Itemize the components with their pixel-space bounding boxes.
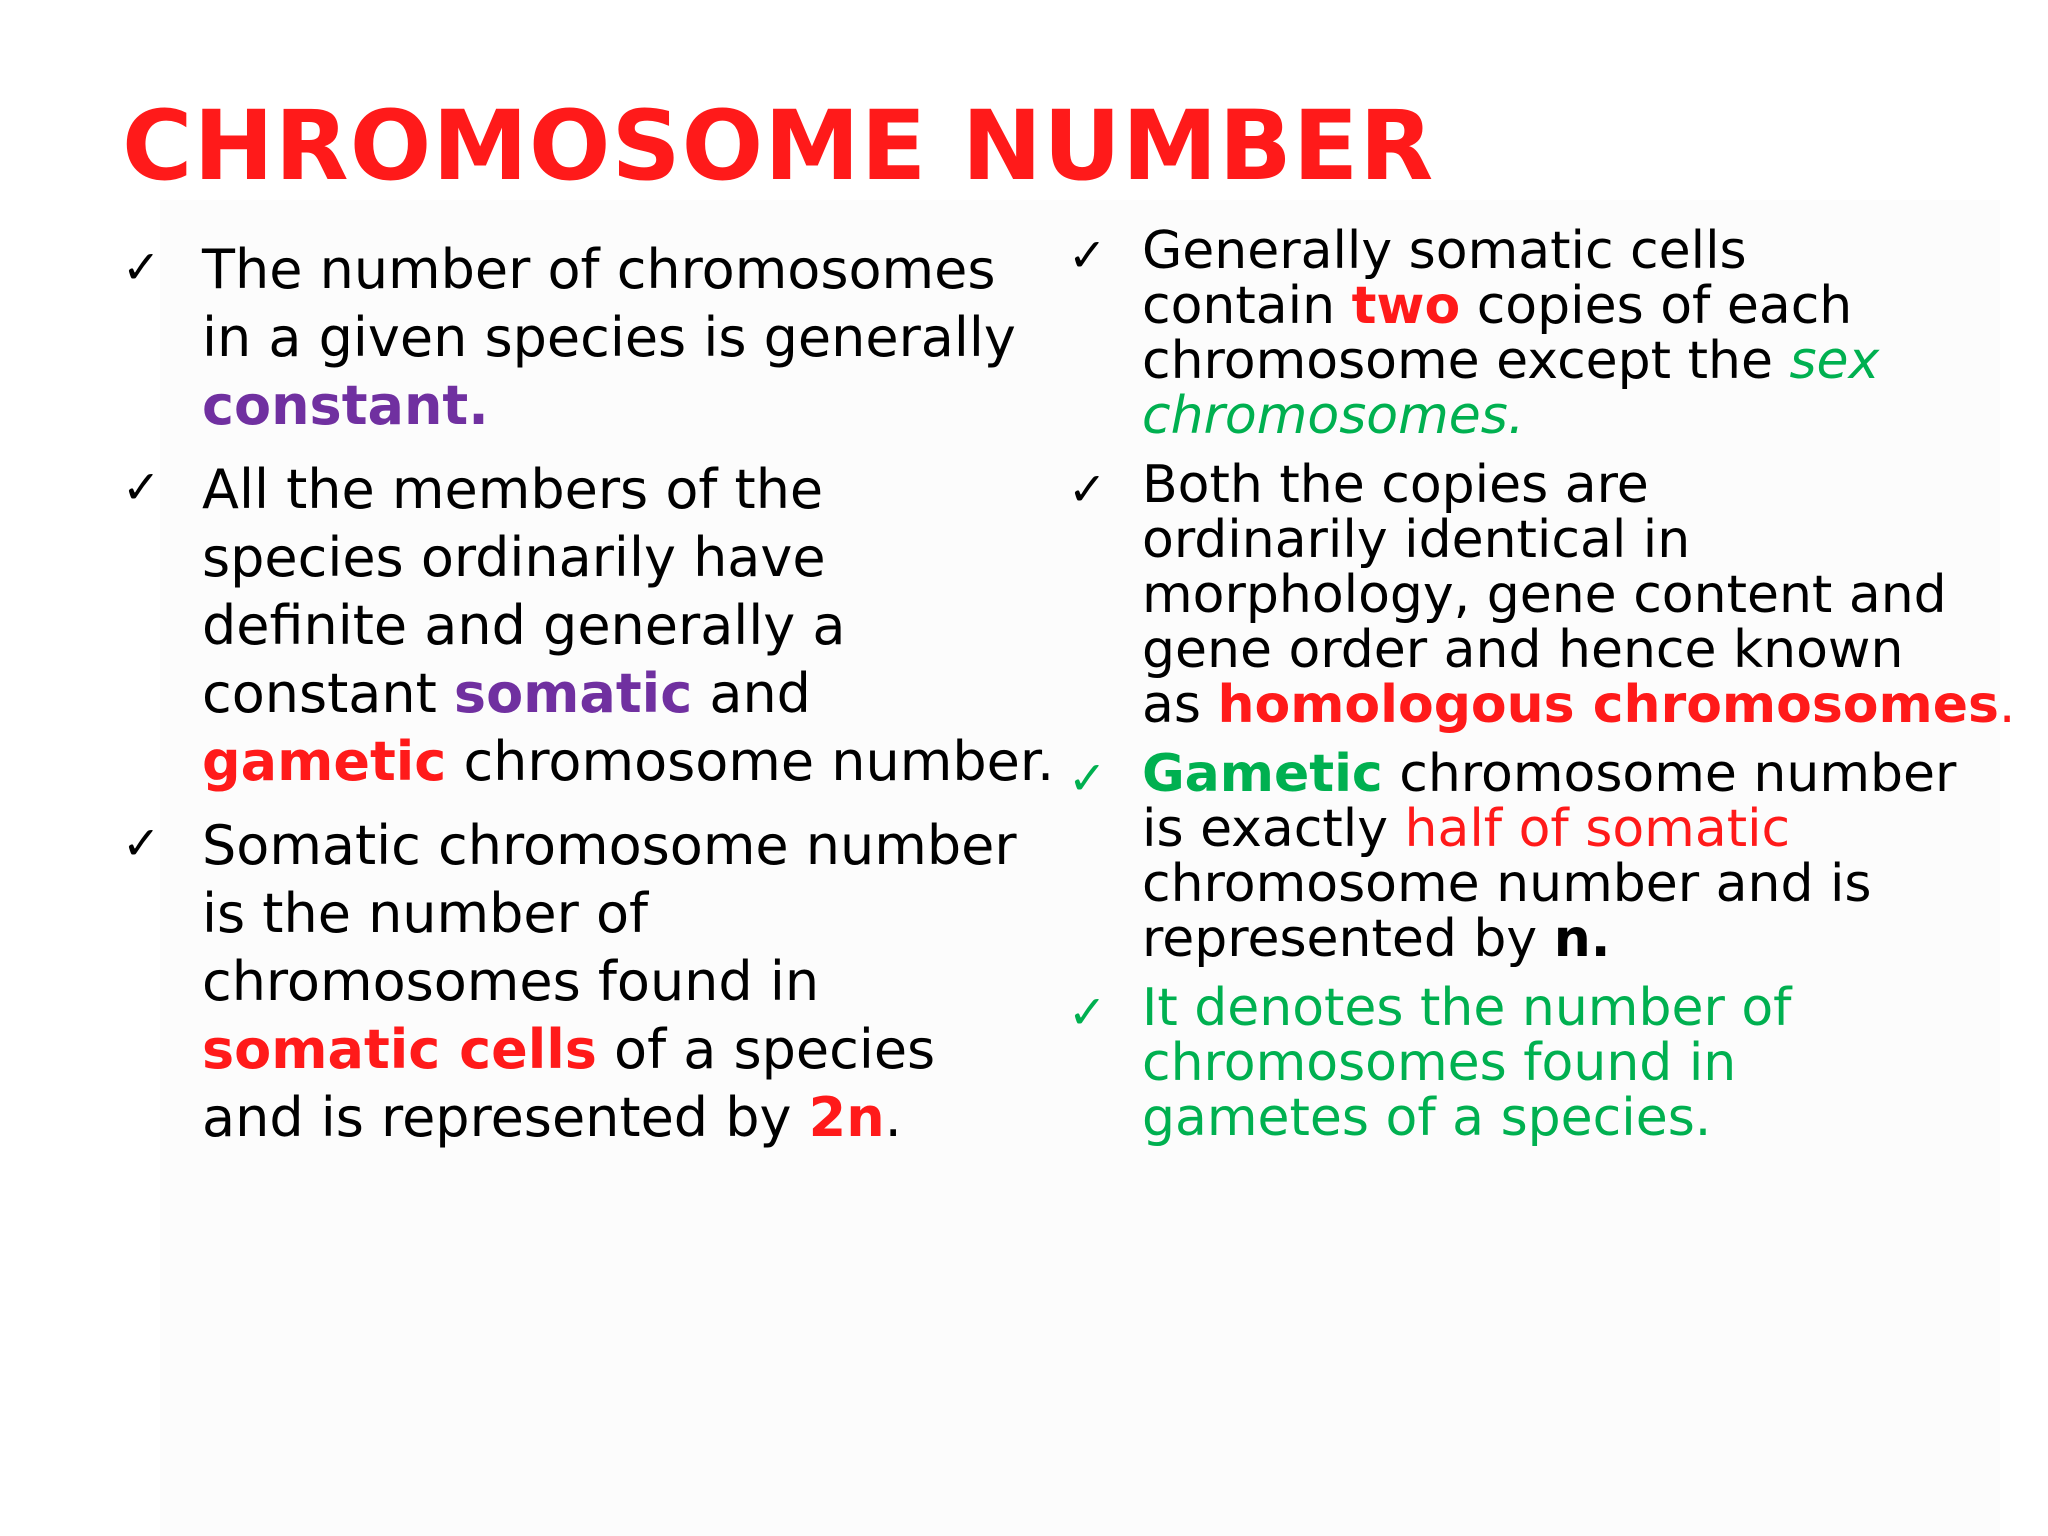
text-segment: chromosomes. — [1142, 386, 1525, 446]
text-segment: somatic cells — [202, 1018, 597, 1081]
right-bullet-list — [0, 221, 2016, 1160]
text-segment: as — [1142, 675, 1218, 735]
text-segment: is exactly — [1142, 799, 1405, 859]
text-segment: chromosome number — [1382, 744, 1957, 804]
text-segment: ordinarily identical in — [1142, 510, 1691, 570]
text-segment: chromosome number and is — [1142, 854, 1872, 914]
bullet-line — [1142, 331, 2000, 391]
text-segment: All the members of the — [202, 458, 824, 521]
checkmark-icon: ✓ — [1068, 751, 1107, 805]
bullet-line — [1142, 620, 2000, 680]
bullet-line — [1142, 854, 2000, 914]
bullet-line — [1142, 744, 2000, 804]
text-segment: gene order and hence known — [1142, 620, 1904, 680]
text-segment: Gametic — [1142, 744, 1383, 804]
text-segment: somatic — [453, 662, 693, 725]
text-segment: sex — [1789, 331, 1880, 391]
text-segment: species ordinarily have — [202, 526, 826, 589]
text-segment: copies of each — [1460, 276, 1853, 336]
text-segment: homologous chromosomes — [1217, 675, 1999, 735]
text-segment: of a species — [596, 1018, 936, 1081]
slide-title: CHROMOSOME NUMBER — [122, 90, 1435, 202]
right-bullet-item — [0, 744, 2000, 969]
checkmark-icon: ✓ — [122, 816, 161, 870]
bullet-text — [1142, 744, 2000, 969]
text-segment: and is represented by — [202, 1086, 809, 1149]
text-segment: is the number of — [202, 882, 649, 945]
bullet-line — [1142, 978, 2000, 1038]
text-segment: Somatic chromosome number — [202, 814, 1017, 877]
text-segment: definite and generally a — [202, 594, 846, 657]
bullet-line — [1142, 221, 2000, 281]
text-segment: chromosomes found in — [1142, 1033, 1737, 1093]
text-segment: morphology, gene content and — [1142, 565, 1947, 625]
text-segment: 2n — [808, 1086, 885, 1149]
checkmark-icon: ✓ — [1068, 228, 1107, 282]
text-segment: and — [692, 662, 811, 725]
right-bullet-item — [0, 455, 2016, 735]
text-segment: constant — [202, 662, 454, 725]
bullet-line — [1142, 909, 2000, 969]
checkmark-icon: ✓ — [1068, 462, 1107, 516]
text-segment: Both the copies are — [1142, 455, 1649, 515]
text-segment: gametic — [202, 730, 447, 793]
text-segment: in a given species is generally — [202, 306, 1016, 369]
bullet-line — [1142, 1088, 2000, 1148]
bullet-text — [1142, 221, 2000, 446]
bullet-line — [1142, 276, 2000, 336]
bullet-line — [1142, 799, 2000, 859]
text-segment: gametes of a species. — [1142, 1088, 1712, 1148]
bullet-line — [1142, 510, 2000, 570]
text-segment: . — [1998, 675, 2016, 735]
text-segment: n. — [1553, 909, 1611, 969]
bullet-text — [1142, 978, 2000, 1148]
text-segment: two — [1351, 276, 1461, 336]
right-bullet-item — [0, 221, 2000, 446]
text-segment: The number of chromosomes — [202, 238, 996, 301]
bullet-line — [1142, 675, 2016, 735]
text-segment: chromosome number. — [446, 730, 1055, 793]
text-segment: It denotes the number of — [1142, 978, 1792, 1038]
bullet-text — [1142, 455, 2016, 735]
bullet-line — [1142, 386, 2000, 446]
text-segment: constant. — [202, 374, 489, 437]
bullet-line — [1142, 565, 2000, 625]
text-segment: represented by — [1142, 909, 1554, 969]
right-bullet-item — [0, 978, 2000, 1148]
text-segment: Generally somatic cells — [1142, 221, 1747, 281]
checkmark-icon: ✓ — [1068, 985, 1107, 1039]
text-segment: . — [884, 1086, 902, 1149]
text-segment: chromosome except the — [1142, 331, 1790, 391]
text-segment: chromosomes found in — [202, 950, 820, 1013]
bullet-line — [1142, 1033, 2000, 1093]
text-segment: contain — [1142, 276, 1352, 336]
bullet-line — [1142, 455, 2000, 515]
checkmark-icon: ✓ — [122, 460, 161, 514]
text-segment: half of somatic — [1404, 799, 1791, 859]
checkmark-icon: ✓ — [122, 240, 161, 294]
